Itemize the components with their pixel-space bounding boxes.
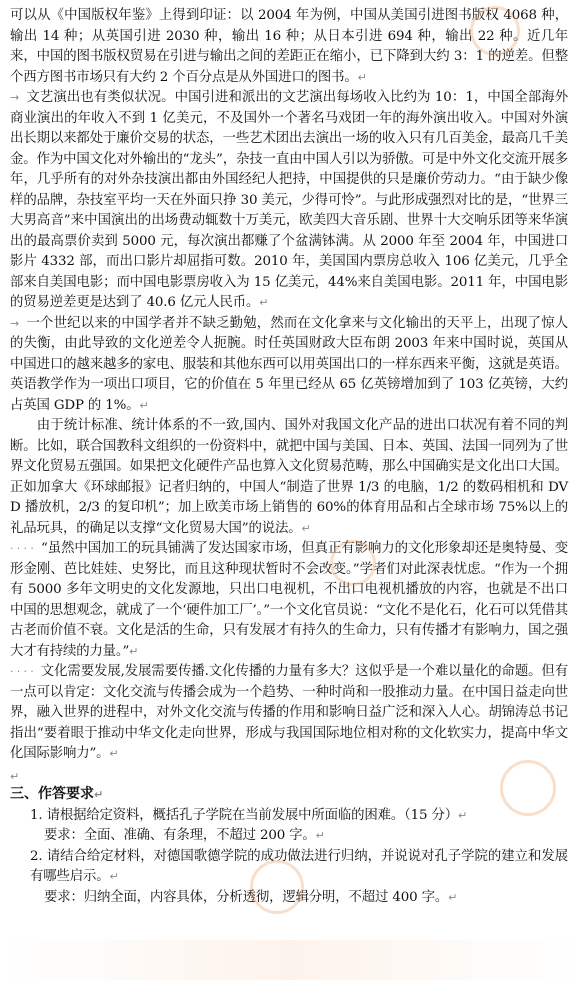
- paragraph-text: 文艺演出也有类似状况。中国引进和派出的文艺演出每场收入比约为 10：1，中国全部海外商业演出的年收入不到 1 亿美元，不及国外一个著名马戏团一年的海外演出收入。中国对外演出长期以来都处于廉价交易的状态，一些艺术团出去演出一场的收入只有几百美金，最高几千美金。作为中国文化对外输出的“龙头”，杂技一直由中国人引以为骄傲。可是中外文化交流开展多年，几乎所有的对外杂技演出都由外国经纪人把持，中国提供的只是廉价劳动力。“由于缺少像样的品牌，杂技室平均一天在外面只挣 30 美元，少得可怜”。与此形成强烈对比的是，“世界三大男高音”来中国演出的出场费动辄数十万美元，欧美四大音乐剧、世界十大交响乐团等来华演出的最高票价卖到 5000 元，每次演出都赚了个盆满钵满。从 2000 年至 2004 年，中国进口影片 4332 部，而出口影片却屈指可数。2010 年，美国国内票房总收入 106 亿美元，几乎全部来自美国电影；而中国电影票房收入为 15 亿美元，44%来自美国电影。2011 年，中国电影的贸易逆差更是达到了 40.6 亿元人民币。: [10, 90, 569, 310]
- paragraph-cultural-deficit: [10, 314, 568, 417]
- paragraph-copyright-trade: [10, 6, 568, 88]
- question-1-requirement: [10, 826, 568, 847]
- paragraph-text: 文化需要发展,发展需要传播.文化传播的力量有多大？这似乎是一个难以量化的命题。但有一点可以肯定：文化交流与传播会成为一个趋势、一种时尚和一股推动力量。在中国日益走向世界，融入世界的进程中，对外文化交流与传播的作用和影响日益广泛和深入人心。胡锦涛总书记指出“要着眼于推动中华文化走向世界，形成与我国国际地位相对称的文化软实力，提高中华文化国际影响力”。: [10, 664, 568, 761]
- blank-line: [10, 765, 568, 783]
- paragraph-text: 一个世纪以来的中国学者并不缺乏勤勉，然而在文化拿来与文化输出的天平上，出现了惊人的失衡，由此导致的文化逆差令人扼腕。时任英国财政大臣布朗 2003 年来中国时说，英国从中国进口的越来越多的家电、服装和其他东西可以用英国出口的一样东西来平衡，这就是英语。英语教学作为一项出口项目，它的价值在 5 年里已经从 65 亿英镑增加到了 103 亿英镑，大约占英国 GDP 的 1%。: [10, 315, 569, 413]
- return-mark: ↵: [109, 870, 119, 883]
- paragraph-text: “虽然中国加工的玩具铺满了发达国家市场，但真正有影响力的文化形象却还是奥特曼、变形金刚、芭比娃娃、史努比，而且这种现状暂时不会改变。”学者们对此深表忧虑。“作为一个拥有 5000 多年文明史的文化发源地，只出口电视机，不出口电视机播放的内容，也就是不出口中国的思想观念，就成了一个‘硬件加工厂’。”一个文化官员说：“文化不是化石，化石可以凭借其古老而价值不衰。文化是活的生命，只有发展才有持久的生命力，只有传播才有影响力，国之强大才有持续的力量。”: [10, 541, 568, 659]
- dots-mark: · · · ·: [10, 665, 34, 678]
- question-1-text: 1. 请根据给定资料，概括孔子学院在当前发展中所面临的困难。（15 分）: [30, 807, 458, 823]
- return-mark: ↵: [10, 769, 20, 783]
- question-2-text: 2. 请结合给定材料，对德国歌德学院的成功做法进行归纳，并说说对孔子学院的建立和发展有哪些启示。: [30, 848, 568, 884]
- question-1: [10, 806, 568, 827]
- question-2: [10, 847, 568, 888]
- paragraph-performance: [10, 88, 568, 314]
- paragraph-cultural-spread: [10, 662, 568, 765]
- question-1-requirement-text: 要求：全面、准确、有条理，不超过 200 字。: [44, 828, 316, 843]
- return-mark: ↵: [357, 70, 367, 84]
- question-2-requirement-text: 要求：归纳全面，内容具体，分析透彻，逻辑分明，不超过 400 字。: [44, 889, 449, 905]
- paragraph-cultural-image: [10, 539, 568, 662]
- paragraph-statistics: [10, 416, 568, 539]
- return-mark: ↵: [301, 521, 311, 535]
- dots-mark: · · · ·: [10, 542, 34, 555]
- return-mark: ↵: [259, 296, 269, 309]
- arrow-icon: →: [10, 316, 20, 330]
- return-mark: ↵: [315, 829, 325, 842]
- section-heading: [10, 783, 568, 806]
- return-mark: ↵: [94, 787, 104, 801]
- paragraph-text: 可以从《中国版权年鉴》上得到印证：以 2004 年为例，中国从美国引进图书版权 4068 种，输出 14 种；从英国引进 2030 种，输出 16 种；从日本引进 694 种，输出 22 种。近几年来，中国的图书版权贸易在引进与输出之间的差距正在缩小，已下降到大约 3：1 的逆差。但整个西方图书市场只有大约 2 个百分点是从外国进口的图书。: [10, 8, 568, 85]
- return-mark: ↵: [129, 644, 139, 658]
- return-mark: ↵: [457, 808, 468, 822]
- return-mark: ↵: [109, 747, 119, 760]
- return-mark: ↵: [448, 890, 458, 904]
- question-2-requirement: [10, 888, 568, 909]
- arrow-icon: →: [10, 91, 20, 104]
- paragraph-text: 由于统计标准、统计体系的不一致,国内、国外对我国文化产品的进出口状况有着不同的判断。比如，联合国教科文组织的一份资料中，就把中国与美国、日本、英国、法国一同列为了世界文化贸易五强国。如果把文化硬件产品也算入文化贸易范畴，那么中国确实是文化出口大国。正如加拿大《环球邮报》记者归纳的，中国人“制造了世界 1/3 的电脑，1/2 的数码相机和 DVD 播放机，2/3 的复印机”；加上欧美市场上销售的 60%的体育用品和占全球市场 75%以上的礼品玩具，的确足以支撑“文化贸易大国”的说法。: [10, 418, 568, 536]
- return-mark: ↵: [139, 398, 149, 412]
- section-heading-text: 三、作答要求: [10, 785, 94, 802]
